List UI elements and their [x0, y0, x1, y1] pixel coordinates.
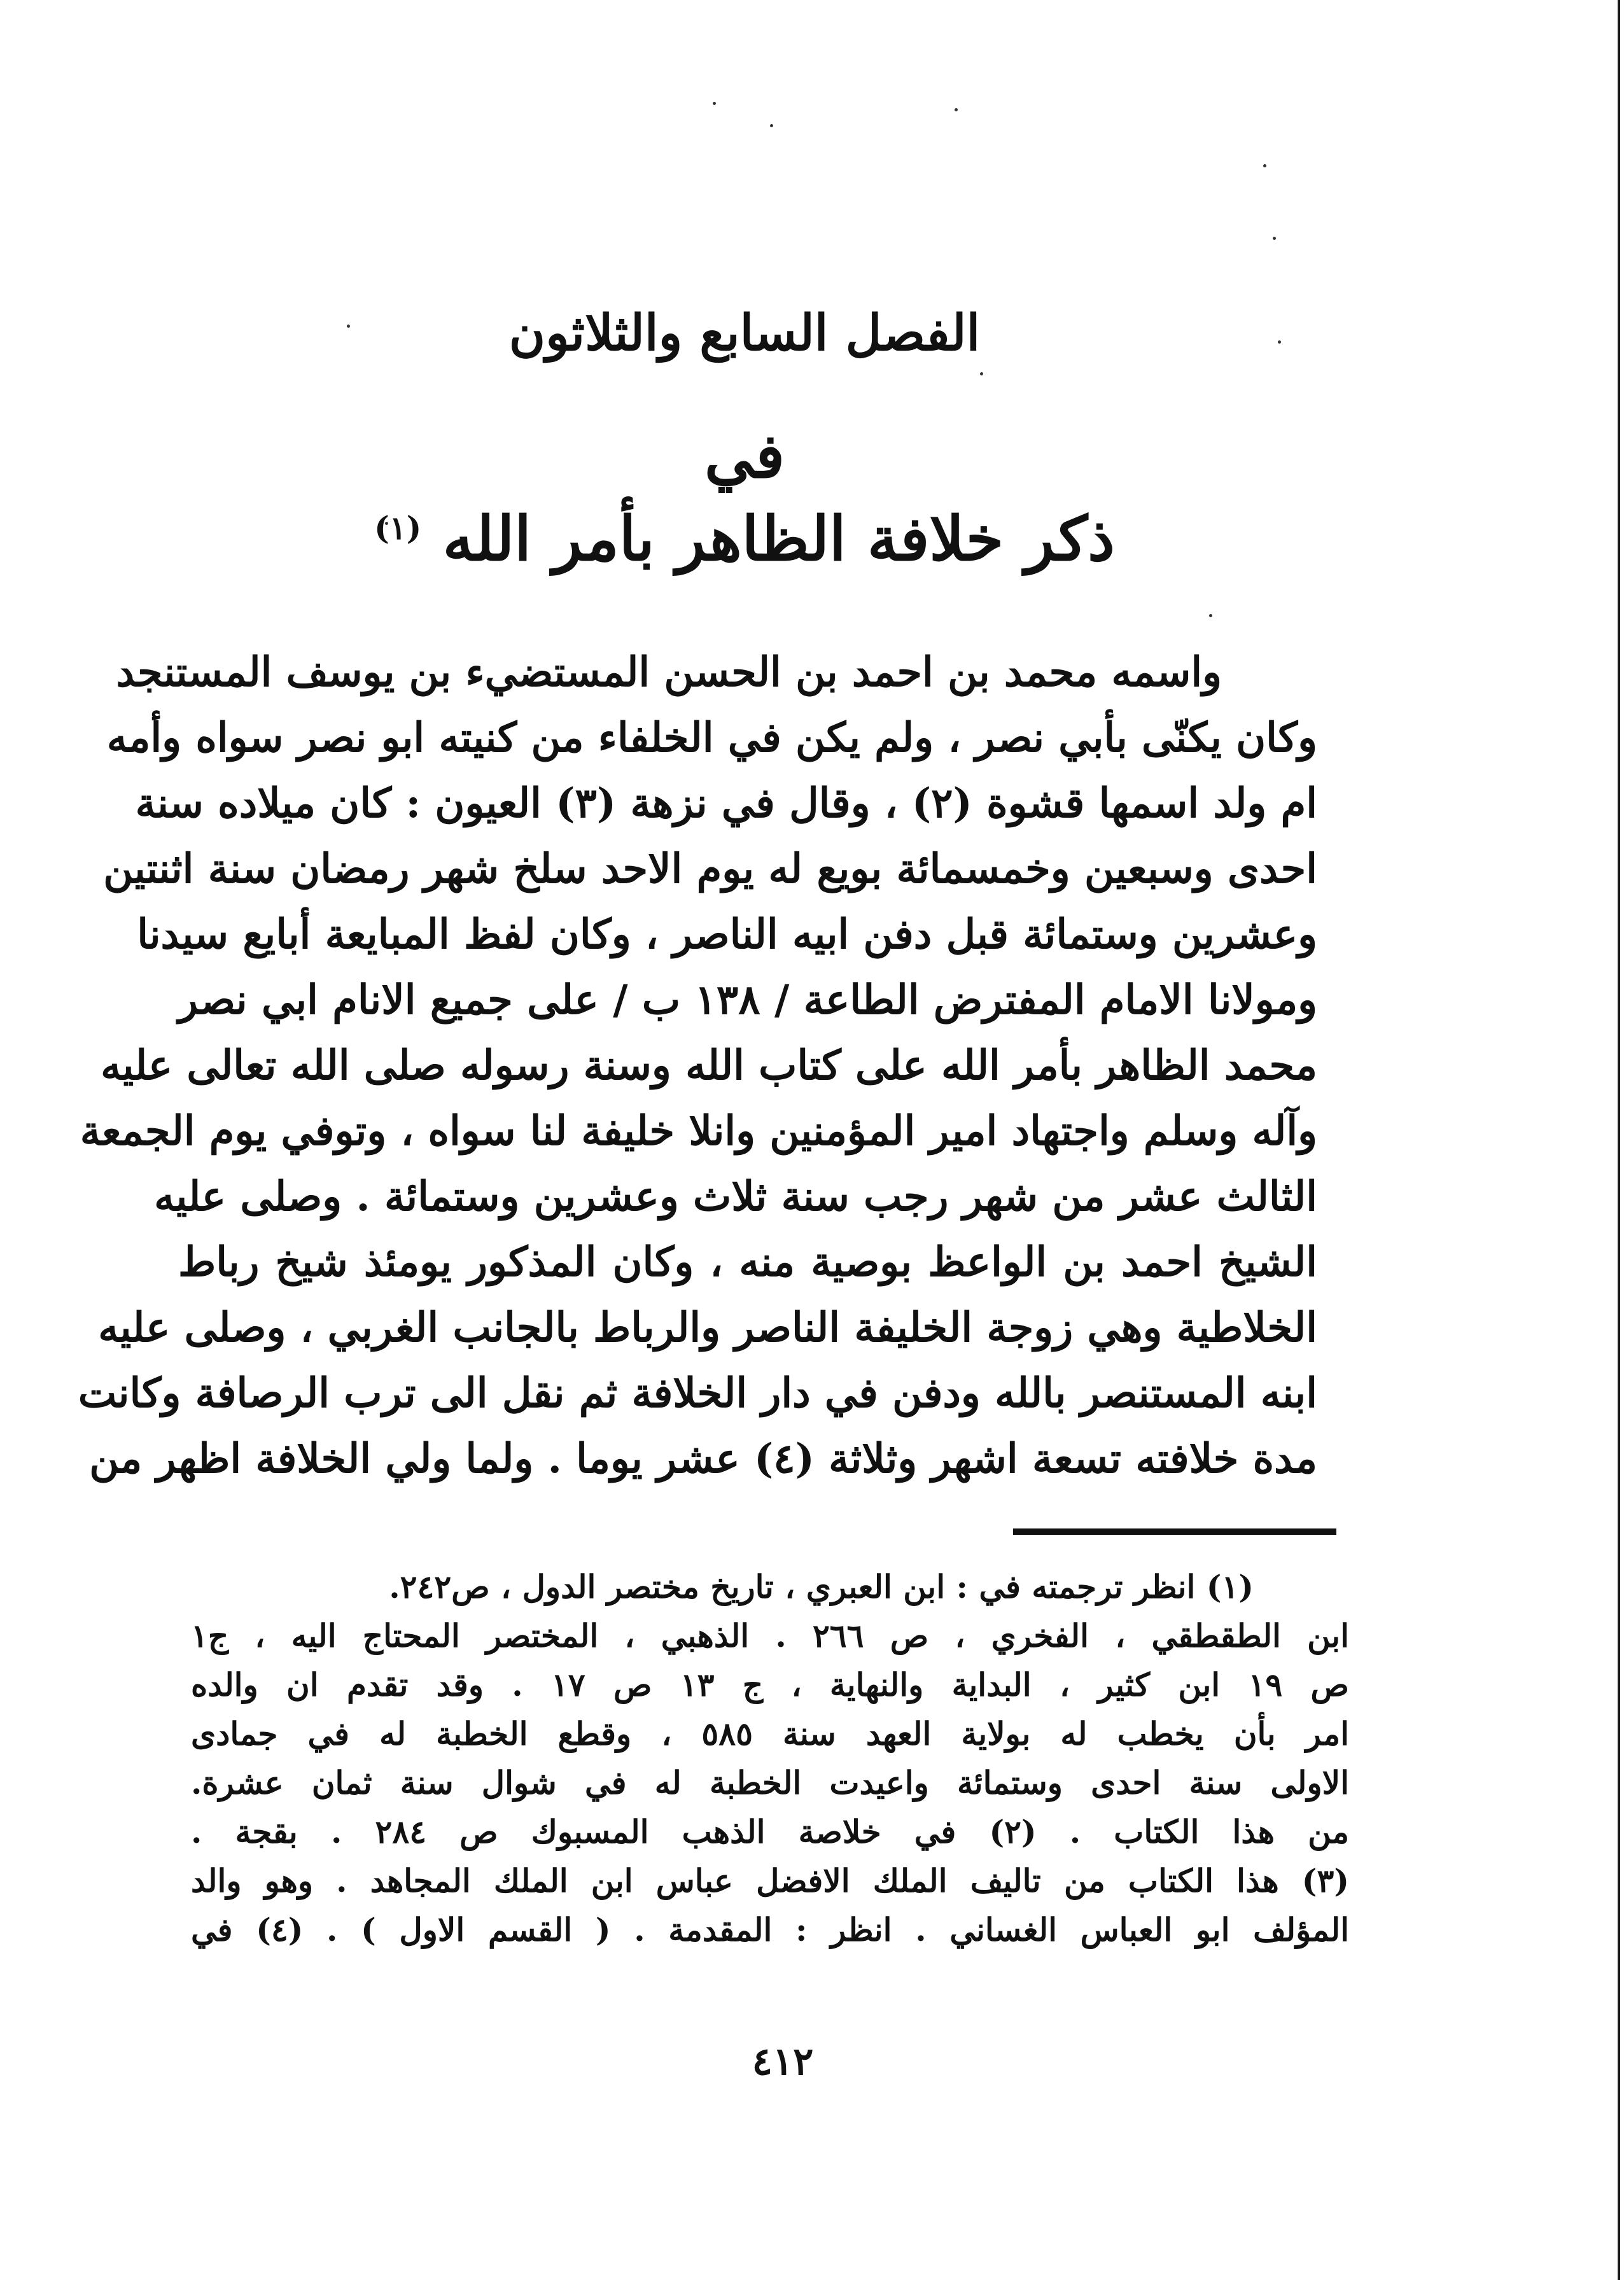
scan-edge-line	[1618, 0, 1620, 2280]
footnote-separator	[1013, 1528, 1336, 1535]
scan-speck	[1263, 164, 1266, 167]
scan-speck	[1273, 237, 1276, 240]
body-line: مدة خلافته تسعة اشهر وثلاثة (٤) عشر يوما . ولما ولي الخلافة اظهر من	[89, 1435, 1317, 1483]
body-line: احدى وسبعين وخمسمائة بويع له يوم الاحد سلخ شهر رمضان سنة اثنتين	[103, 845, 1317, 893]
footnotes	[191, 1562, 1349, 1954]
chapter-connector: في	[704, 420, 785, 492]
body-line: ابنه المستنصر بالله ودفن في دار الخلافة ثم نقل الى ترب الرصافة وكانت	[78, 1369, 1317, 1417]
body-line: الخلاطية وهي زوجة الخليفة الناصر والرباط بالجانب الغربي ، وصلى عليه	[98, 1304, 1317, 1352]
scan-speck	[1209, 614, 1212, 617]
body-line: وكان يكنّى بأبي نصر ، ولم يكن في الخلفاء من كنيته ابو نصر سواه وأمه	[106, 714, 1317, 762]
body-line: واسمه محمد بن احمد بن الحسن المستضيء بن يوسف المستنجد	[116, 648, 1222, 696]
chapter-heading: الفصل السابع والثلاثون	[508, 304, 981, 362]
footnote-line: الاولى سنة احدى وستمائة واعيدت الخطبة له في شوال سنة ثمان عشرة.	[191, 1764, 1349, 1801]
chapter-title	[159, 503, 1330, 575]
body-text	[78, 640, 1318, 1492]
footnote-line: ابن الطقطقي ، الفخري ، ص ٢٦٦ . الذهبي ، المختصر المحتاج اليه ، ج١	[191, 1617, 1349, 1654]
footnote-line: المؤلف ابو العباس الغساني . انظر : المقدمة . ( القسم الاول ) . (٤) في	[191, 1911, 1349, 1948]
footnote-line: من هذا الكتاب . (٢) في خلاصة الذهب المسبوك ص ٢٨٤ . بقجة .	[191, 1813, 1350, 1850]
scan-speck	[770, 124, 773, 127]
body-line: ومولانا الامام المفترض الطاعة / ١٣٨ ب / على جميع الانام ابي نصر	[178, 976, 1318, 1024]
body-line: وآله وسلم واجتهاد امير المؤمنين وانلا خليفة لنا سواه ، وتوفي يوم الجمعة	[80, 1107, 1317, 1155]
scan-speck	[980, 372, 983, 375]
footnote-line: (١) انظر ترجمته في : ابن العبري ، تاريخ مختصر الدول ، ص٢٤٢.	[389, 1568, 1254, 1605]
footnote-line: امر بأن يخطب له بولاية العهد سنة ٥٨٥ ، وقطع الخطبة له في جمادى	[191, 1715, 1350, 1752]
body-line: الشيخ احمد بن الواعظ بوصية منه ، وكان المذكور يومئذ شيخ رباط	[178, 1238, 1317, 1286]
chapter-title-text: ذكر خلافة الظاهر بأمر الله	[442, 503, 1115, 575]
body-line: ام ولد اسمها قشوة (٢) ، وقال في نزهة (٣) العيون : كان ميلاده سنة	[135, 780, 1317, 827]
footnote-line: (٣) هذا الكتاب من تاليف الملك الافضل عباس ابن الملك المجاهد . وهو والد	[191, 1862, 1349, 1899]
body-line: وعشرين وستمائة قبل دفن ابيه الناصر ، وكان لفظ المبايعة أبايع سيدنا	[137, 911, 1317, 958]
footnote-line: ص ١٩ ابن كثير ، البداية والنهاية ، ج ١٣ ص ١٧ . وقد تقدم ان والده	[191, 1666, 1349, 1703]
scan-speck	[955, 108, 958, 111]
body-line: الثالث عشر من شهر رجب سنة ثلاث وعشرين وستمائة . وصلى عليه	[154, 1173, 1317, 1220]
chapter-title-footnote-ref: (١)	[374, 509, 422, 547]
scan-speck	[713, 102, 716, 105]
body-line: محمد الظاهر بأمر الله على كتاب الله وسنة رسوله صلى الله تعالى عليه	[101, 1042, 1317, 1089]
page-number: ٤١٢	[752, 2039, 814, 2084]
